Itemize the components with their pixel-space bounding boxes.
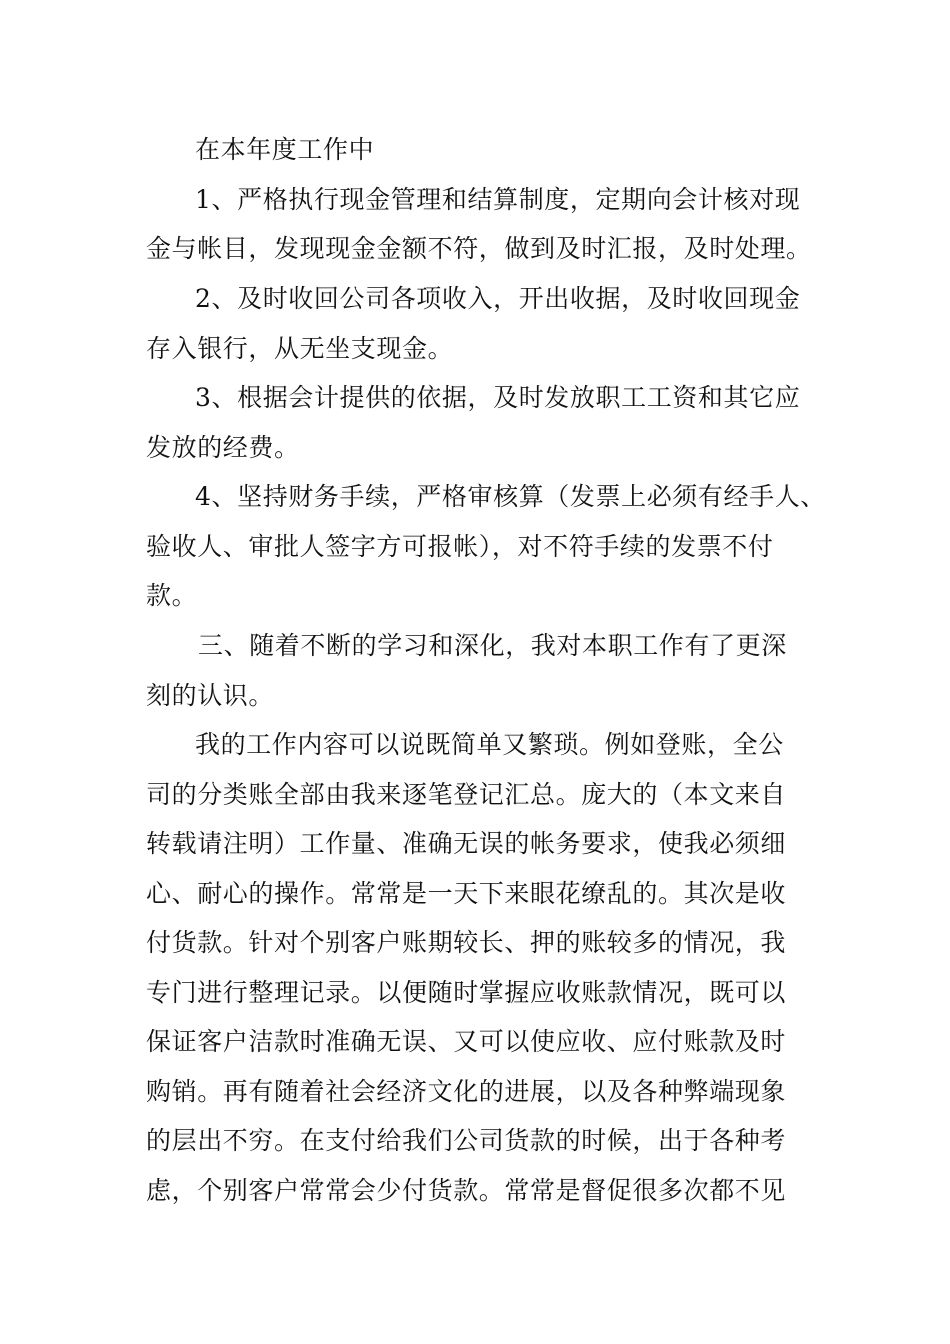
text-line: 购销。再有随着社会经济文化的进展，以及各种弊端现象 (146, 1077, 787, 1106)
text-line: 专门进行整理记录。以便随时掌握应收账款情况，既可以 (146, 978, 787, 1007)
text-line: 司的分类账全部由我来逐笔登记汇总。庞大的（本文来自 (146, 780, 787, 809)
text-line: 虑，个别客户常常会少付货款。常常是督促很多次都不见 (146, 1176, 787, 1205)
text-line: 2、及时收回公司各项收入，开出收据，及时收回现金 (195, 284, 801, 313)
text-line: 金与帐目，发现现金金额不符，做到及时汇报，及时处理。 (146, 234, 812, 263)
text-line: 刻的认识。 (146, 681, 275, 710)
text-line: 在本年度工作中 (195, 135, 375, 164)
text-line: 验收人、审批人签字方可报帐），对不符手续的发票不付 (146, 532, 774, 561)
text-line: 4、坚持财务手续，严格审核算（发票上必须有经手人、 (195, 482, 826, 511)
text-line: 保证客户洁款时准确无误、又可以使应收、应付账款及时 (146, 1027, 787, 1056)
text-line: 的层出不穷。在支付给我们公司货款的时候，出于各种考 (146, 1126, 787, 1155)
text-line: 转载请注明）工作量、准确无误的帐务要求，使我必须细 (146, 829, 787, 858)
text-line: 三、随着不断的学习和深化，我对本职工作有了更深 (198, 631, 787, 660)
text-line: 我的工作内容可以说既简单又繁琐。例如登账，全公 (195, 730, 784, 759)
text-line: 付货款。针对个别客户账期较长、押的账较多的情况，我 (146, 928, 787, 957)
text-line: 3、根据会计提供的依据，及时发放职工工资和其它应 (195, 383, 801, 412)
text-line: 1、严格执行现金管理和结算制度，定期向会计核对现 (195, 185, 801, 214)
text-line: 发放的经费。 (146, 433, 300, 462)
text-line: 存入银行，从无坐支现金。 (146, 334, 454, 363)
text-line: 款。 (146, 581, 198, 610)
text-line: 心、耐心的操作。常常是一天下来眼花缭乱的。其次是收 (146, 879, 787, 908)
